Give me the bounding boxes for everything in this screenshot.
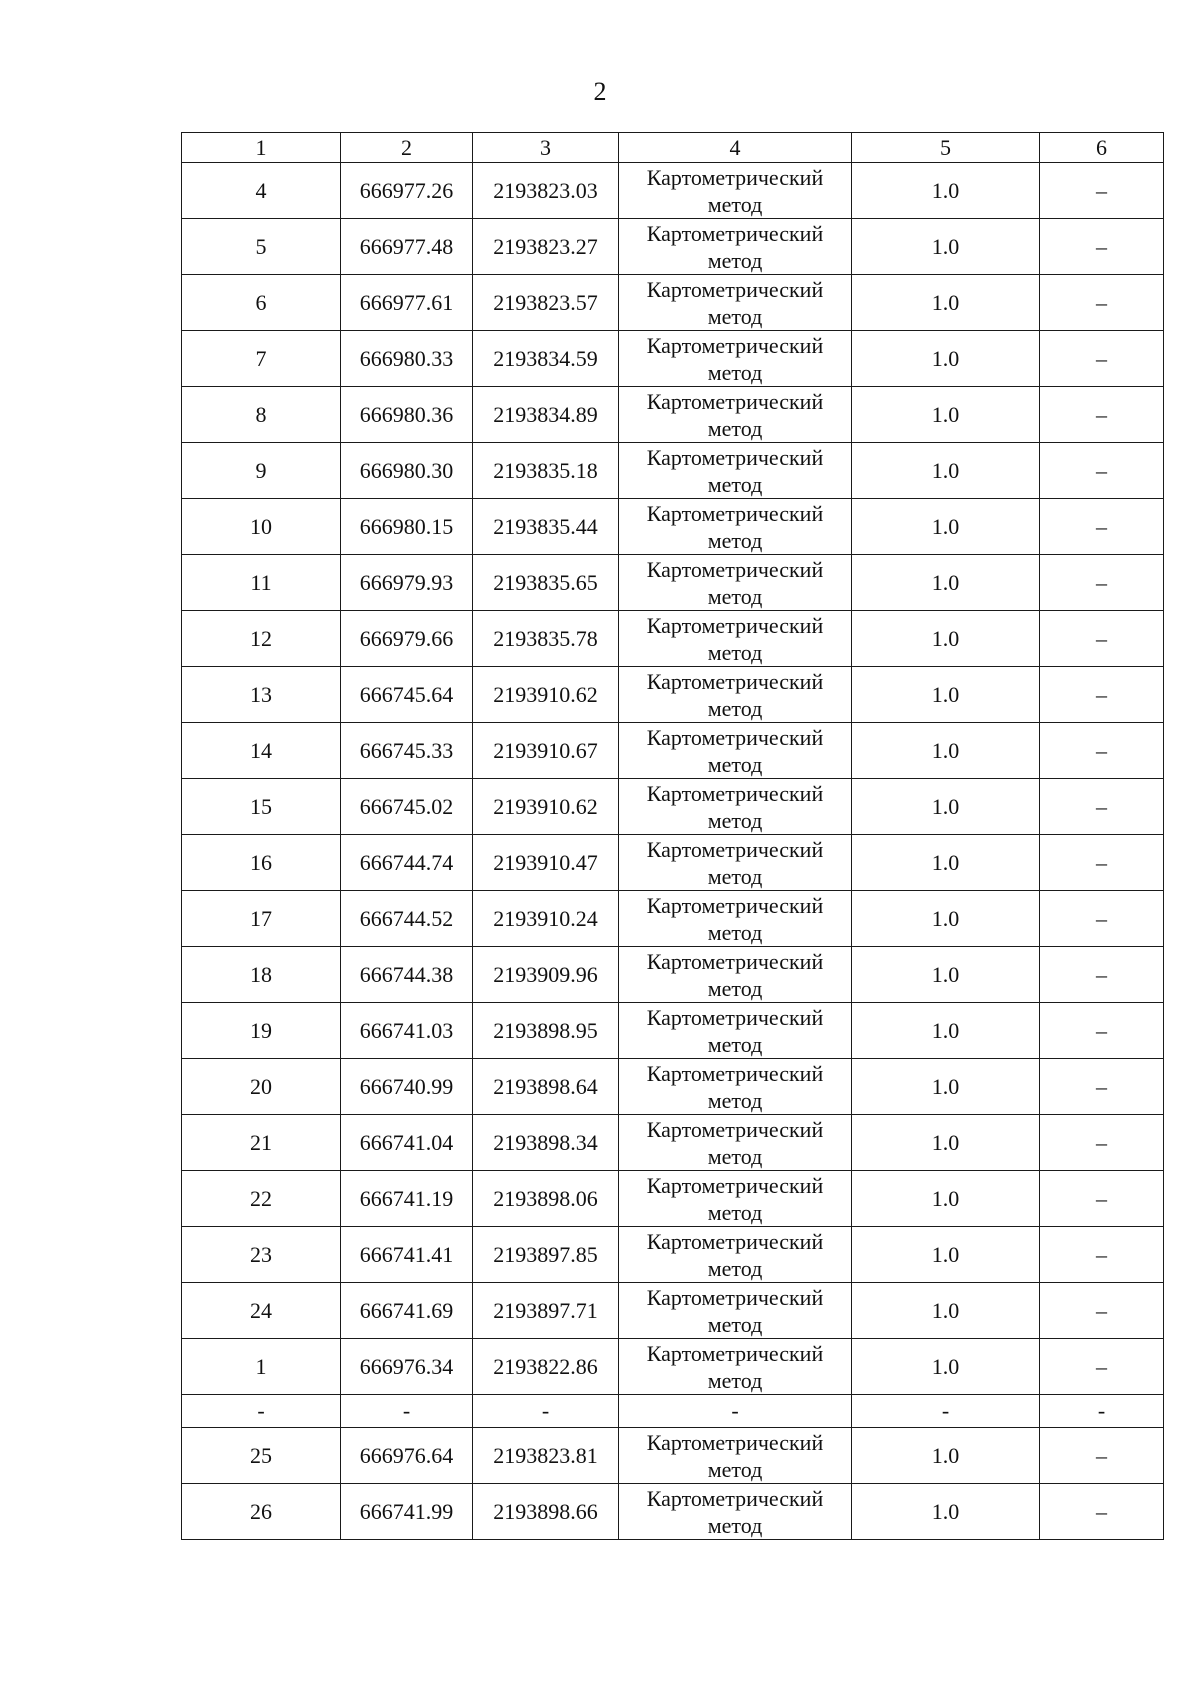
table-row (182, 1059, 1164, 1115)
method-text: Картометрический (646, 1116, 824, 1142)
method-text: метод (707, 359, 763, 385)
note-cell: – (1040, 891, 1164, 947)
table-row (182, 1339, 1164, 1395)
point-number-cell: 17 (182, 891, 341, 947)
method-text: метод (707, 639, 763, 665)
table-row (182, 947, 1164, 1003)
table-row (182, 1003, 1164, 1059)
table-row (182, 723, 1164, 779)
precision-cell: 1.0 (852, 1059, 1040, 1115)
x-coordinate-cell: 666741.99 (341, 1484, 473, 1540)
column-header: 4 (619, 133, 852, 163)
note-cell: – (1040, 499, 1164, 555)
x-coordinate-cell: 666744.52 (341, 891, 473, 947)
x-coordinate-cell: 666980.33 (341, 331, 473, 387)
method-cell (619, 1227, 852, 1283)
note-cell: – (1040, 219, 1164, 275)
separator-cell: - (852, 1395, 1040, 1428)
y-coordinate-cell: 2193910.24 (473, 891, 619, 947)
x-coordinate-cell: 666744.38 (341, 947, 473, 1003)
point-number-cell: 1 (182, 1339, 341, 1395)
table-row (182, 1283, 1164, 1339)
table-row (182, 611, 1164, 667)
x-coordinate-cell: 666740.99 (341, 1059, 473, 1115)
table-row (182, 275, 1164, 331)
point-number-cell: 4 (182, 163, 341, 219)
note-cell: – (1040, 1227, 1164, 1283)
method-text: метод (707, 527, 763, 553)
method-text: Картометрический (646, 164, 824, 190)
point-number-cell: 14 (182, 723, 341, 779)
method-text: Картометрический (646, 1172, 824, 1198)
method-cell (619, 443, 852, 499)
method-text: Картометрический (646, 1060, 824, 1086)
method-text: Картометрический (646, 892, 824, 918)
precision-cell: 1.0 (852, 835, 1040, 891)
separator-cell: - (473, 1395, 619, 1428)
method-text: метод (707, 1255, 763, 1281)
table-row (182, 1171, 1164, 1227)
y-coordinate-cell: 2193910.62 (473, 779, 619, 835)
x-coordinate-cell: 666741.41 (341, 1227, 473, 1283)
point-number-cell: 13 (182, 667, 341, 723)
point-number-cell: 12 (182, 611, 341, 667)
precision-cell: 1.0 (852, 331, 1040, 387)
method-cell (619, 1339, 852, 1395)
x-coordinate-cell: 666745.02 (341, 779, 473, 835)
point-number-cell: 19 (182, 1003, 341, 1059)
note-cell: – (1040, 1484, 1164, 1540)
y-coordinate-cell: 2193898.64 (473, 1059, 619, 1115)
method-text: Картометрический (646, 612, 824, 638)
point-number-cell: 23 (182, 1227, 341, 1283)
method-cell (619, 219, 852, 275)
x-coordinate-cell: 666980.36 (341, 387, 473, 443)
method-text: Картометрический (646, 724, 824, 750)
method-text: Картометрический (646, 1340, 824, 1366)
note-cell: – (1040, 443, 1164, 499)
note-cell: – (1040, 835, 1164, 891)
precision-cell: 1.0 (852, 723, 1040, 779)
method-text: Картометрический (646, 500, 824, 526)
table-row (182, 1115, 1164, 1171)
note-cell: – (1040, 387, 1164, 443)
precision-cell: 1.0 (852, 219, 1040, 275)
x-coordinate-cell: 666979.93 (341, 555, 473, 611)
column-header: 3 (473, 133, 619, 163)
point-number-cell: 24 (182, 1283, 341, 1339)
method-text: метод (707, 1456, 763, 1482)
separator-cell: - (182, 1395, 341, 1428)
method-cell (619, 779, 852, 835)
method-text: Картометрический (646, 780, 824, 806)
method-cell (619, 891, 852, 947)
precision-cell: 1.0 (852, 611, 1040, 667)
x-coordinate-cell: 666979.66 (341, 611, 473, 667)
method-text: метод (707, 1087, 763, 1113)
table-row (182, 1428, 1164, 1484)
point-number-cell: 26 (182, 1484, 341, 1540)
method-cell (619, 387, 852, 443)
point-number-cell: 7 (182, 331, 341, 387)
method-cell (619, 1059, 852, 1115)
note-cell: – (1040, 555, 1164, 611)
x-coordinate-cell: 666976.64 (341, 1428, 473, 1484)
point-number-cell: 22 (182, 1171, 341, 1227)
page-number: 2 (593, 77, 607, 106)
table-row (182, 443, 1164, 499)
precision-cell: 1.0 (852, 667, 1040, 723)
method-text: Картометрический (646, 220, 824, 246)
separator-row (182, 1395, 1164, 1428)
note-cell: – (1040, 163, 1164, 219)
method-text: метод (707, 975, 763, 1001)
column-header: 6 (1040, 133, 1164, 163)
point-number-cell: 5 (182, 219, 341, 275)
method-text: метод (707, 1512, 763, 1538)
note-cell: – (1040, 1115, 1164, 1171)
table-row (182, 667, 1164, 723)
y-coordinate-cell: 2193909.96 (473, 947, 619, 1003)
x-coordinate-cell: 666741.19 (341, 1171, 473, 1227)
column-header: 1 (182, 133, 341, 163)
method-cell (619, 499, 852, 555)
method-text: метод (707, 1311, 763, 1337)
method-text: Картометрический (646, 836, 824, 862)
note-cell: – (1040, 1283, 1164, 1339)
y-coordinate-cell: 2193835.78 (473, 611, 619, 667)
method-text: Картометрический (646, 332, 824, 358)
x-coordinate-cell: 666741.04 (341, 1115, 473, 1171)
method-text: метод (707, 1367, 763, 1393)
method-cell (619, 835, 852, 891)
method-cell (619, 723, 852, 779)
note-cell: – (1040, 1339, 1164, 1395)
method-cell (619, 275, 852, 331)
point-number-cell: 10 (182, 499, 341, 555)
separator-cell: - (341, 1395, 473, 1428)
x-coordinate-cell: 666977.48 (341, 219, 473, 275)
table-row (182, 387, 1164, 443)
note-cell: – (1040, 1003, 1164, 1059)
y-coordinate-cell: 2193834.59 (473, 331, 619, 387)
method-cell (619, 611, 852, 667)
x-coordinate-cell: 666741.69 (341, 1283, 473, 1339)
method-cell (619, 947, 852, 1003)
table-header-row (182, 133, 1164, 163)
method-text: Картометрический (646, 444, 824, 470)
point-number-cell: 15 (182, 779, 341, 835)
method-cell (619, 1115, 852, 1171)
x-coordinate-cell: 666980.15 (341, 499, 473, 555)
column-header: 5 (852, 133, 1040, 163)
method-cell (619, 1283, 852, 1339)
precision-cell: 1.0 (852, 891, 1040, 947)
method-cell (619, 163, 852, 219)
table-row (182, 779, 1164, 835)
precision-cell: 1.0 (852, 1115, 1040, 1171)
x-coordinate-cell: 666977.61 (341, 275, 473, 331)
y-coordinate-cell: 2193834.89 (473, 387, 619, 443)
method-text: метод (707, 247, 763, 273)
y-coordinate-cell: 2193910.67 (473, 723, 619, 779)
note-cell: – (1040, 611, 1164, 667)
precision-cell: 1.0 (852, 947, 1040, 1003)
method-text: метод (707, 191, 763, 217)
point-number-cell: 9 (182, 443, 341, 499)
y-coordinate-cell: 2193823.81 (473, 1428, 619, 1484)
precision-cell: 1.0 (852, 779, 1040, 835)
method-text: Картометрический (646, 1429, 824, 1455)
method-text: метод (707, 695, 763, 721)
method-text: Картометрический (646, 388, 824, 414)
method-text: метод (707, 919, 763, 945)
method-text: Картометрический (646, 556, 824, 582)
precision-cell: 1.0 (852, 1339, 1040, 1395)
y-coordinate-cell: 2193897.85 (473, 1227, 619, 1283)
table-row (182, 219, 1164, 275)
precision-cell: 1.0 (852, 163, 1040, 219)
x-coordinate-cell: 666980.30 (341, 443, 473, 499)
method-text: Картометрический (646, 948, 824, 974)
note-cell: – (1040, 947, 1164, 1003)
method-text: Картометрический (646, 1004, 824, 1030)
method-text: Картометрический (646, 1284, 824, 1310)
method-cell (619, 555, 852, 611)
method-text: метод (707, 1031, 763, 1057)
method-text: Картометрический (646, 276, 824, 302)
note-cell: – (1040, 331, 1164, 387)
table-row (182, 555, 1164, 611)
y-coordinate-cell: 2193823.57 (473, 275, 619, 331)
precision-cell: 1.0 (852, 443, 1040, 499)
method-text: Картометрический (646, 1485, 824, 1511)
y-coordinate-cell: 2193910.62 (473, 667, 619, 723)
x-coordinate-cell: 666976.34 (341, 1339, 473, 1395)
method-text: метод (707, 807, 763, 833)
y-coordinate-cell: 2193910.47 (473, 835, 619, 891)
point-number-cell: 21 (182, 1115, 341, 1171)
method-text: метод (707, 1143, 763, 1169)
method-cell (619, 331, 852, 387)
y-coordinate-cell: 2193835.18 (473, 443, 619, 499)
table-row (182, 499, 1164, 555)
precision-cell: 1.0 (852, 1227, 1040, 1283)
method-cell (619, 1171, 852, 1227)
note-cell: – (1040, 275, 1164, 331)
method-cell (619, 1484, 852, 1540)
y-coordinate-cell: 2193898.06 (473, 1171, 619, 1227)
precision-cell: 1.0 (852, 1283, 1040, 1339)
precision-cell: 1.0 (852, 555, 1040, 611)
y-coordinate-cell: 2193835.44 (473, 499, 619, 555)
note-cell: – (1040, 1171, 1164, 1227)
method-text: Картометрический (646, 1228, 824, 1254)
point-number-cell: 11 (182, 555, 341, 611)
note-cell: – (1040, 723, 1164, 779)
precision-cell: 1.0 (852, 1484, 1040, 1540)
y-coordinate-cell: 2193835.65 (473, 555, 619, 611)
note-cell: – (1040, 779, 1164, 835)
y-coordinate-cell: 2193898.66 (473, 1484, 619, 1540)
table-body (182, 133, 1164, 1540)
method-cell (619, 1428, 852, 1484)
method-text: метод (707, 863, 763, 889)
y-coordinate-cell: 2193898.95 (473, 1003, 619, 1059)
separator-cell: - (1040, 1395, 1164, 1428)
method-text: метод (707, 1199, 763, 1225)
point-number-cell: 20 (182, 1059, 341, 1115)
precision-cell: 1.0 (852, 499, 1040, 555)
note-cell: – (1040, 667, 1164, 723)
x-coordinate-cell: 666744.74 (341, 835, 473, 891)
method-text: Картометрический (646, 668, 824, 694)
precision-cell: 1.0 (852, 1003, 1040, 1059)
y-coordinate-cell: 2193898.34 (473, 1115, 619, 1171)
y-coordinate-cell: 2193822.86 (473, 1339, 619, 1395)
table-row (182, 1484, 1164, 1540)
x-coordinate-cell: 666745.33 (341, 723, 473, 779)
method-text: метод (707, 751, 763, 777)
precision-cell: 1.0 (852, 275, 1040, 331)
point-number-cell: 25 (182, 1428, 341, 1484)
table-row (182, 1227, 1164, 1283)
method-text: метод (707, 303, 763, 329)
table-row (182, 163, 1164, 219)
x-coordinate-cell: 666977.26 (341, 163, 473, 219)
method-text: метод (707, 471, 763, 497)
coordinates-table (181, 132, 1164, 1540)
x-coordinate-cell: 666745.64 (341, 667, 473, 723)
precision-cell: 1.0 (852, 387, 1040, 443)
table-row (182, 331, 1164, 387)
method-cell (619, 667, 852, 723)
y-coordinate-cell: 2193823.27 (473, 219, 619, 275)
x-coordinate-cell: 666741.03 (341, 1003, 473, 1059)
y-coordinate-cell: 2193823.03 (473, 163, 619, 219)
separator-cell: - (619, 1395, 852, 1428)
method-text: метод (707, 415, 763, 441)
note-cell: – (1040, 1428, 1164, 1484)
table-row (182, 835, 1164, 891)
method-text: метод (707, 583, 763, 609)
table-row (182, 891, 1164, 947)
precision-cell: 1.0 (852, 1171, 1040, 1227)
point-number-cell: 16 (182, 835, 341, 891)
note-cell: – (1040, 1059, 1164, 1115)
point-number-cell: 6 (182, 275, 341, 331)
y-coordinate-cell: 2193897.71 (473, 1283, 619, 1339)
point-number-cell: 8 (182, 387, 341, 443)
precision-cell: 1.0 (852, 1428, 1040, 1484)
column-header: 2 (341, 133, 473, 163)
method-cell (619, 1003, 852, 1059)
point-number-cell: 18 (182, 947, 341, 1003)
